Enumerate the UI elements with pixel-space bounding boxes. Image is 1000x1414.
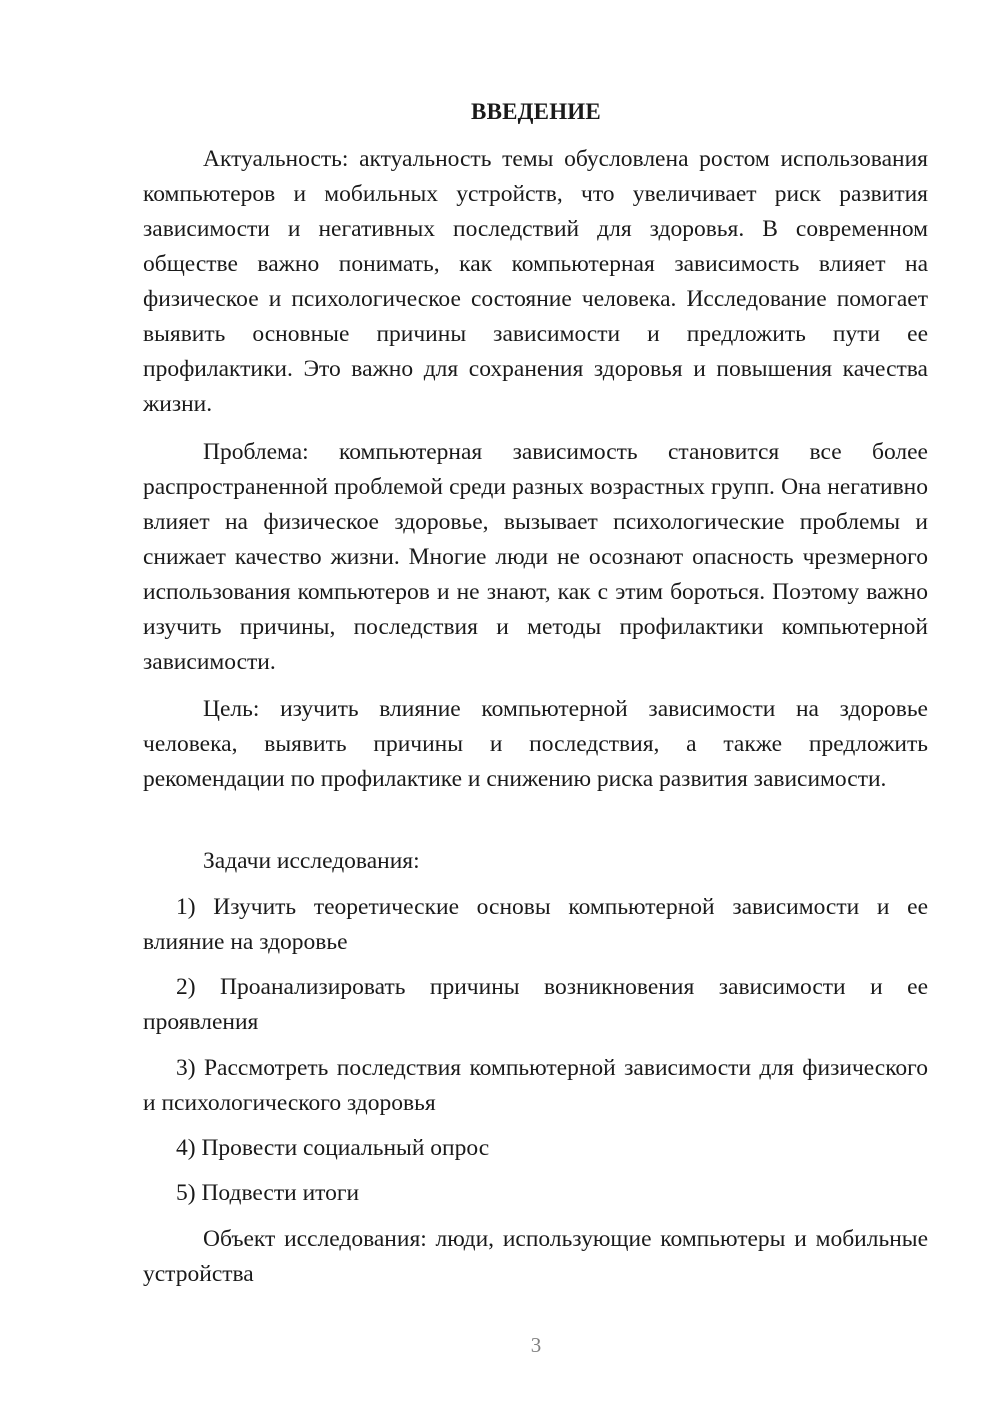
tasks-title: Задачи исследования: [203, 848, 420, 874]
task-item: 2) Проанализировать причины возникновения зависимости и ее проявления [143, 974, 928, 1035]
object-paragraph: Объект исследования: люди, использующие компьютеры и мобильные устройства [143, 1226, 928, 1287]
problem-paragraph: Проблема: компьютерная зависимость становится все более распространенной проблемой среди разных возрастных групп. Она негативно влияет на физическое здоровье, вызывает психологические проблемы и снижает качество жизни. Многие люди не осознают опасность чрезмерного использования компьютеров и не знают, как с этим бороться. Поэтому важно изучить причины, последствия и методы профилактики компьютерной зависимости. [143, 439, 928, 675]
task-item: 1) Изучить теоретические основы компьютерной зависимости и ее влияние на здоровье [143, 894, 928, 955]
task-item: 4) Провести социальный опрос [176, 1135, 490, 1161]
relevance-paragraph: Актуальность: актуальность темы обусловлена ростом использования компьютеров и мобильных устройств, что увеличивает риск развития зависимости и негативных последствий для здоровья. В современном обществе важно понимать, как компьютерная зависимость влияет на физическое и психологическое состояние человека. Исследование помогает выявить основные причины зависимости и предложить пути ее профилактики. Это важно для сохранения здоровья и повышения качества жизни. [143, 146, 928, 417]
section-heading: ВВЕДЕНИЕ [471, 99, 601, 124]
task-item: 5) Подвести итоги [176, 1180, 360, 1206]
goal-paragraph: Цель: изучить влияние компьютерной зависимости на здоровье человека, выявить причины и последствия, а также предложить рекомендации по профилактике и снижению риска развития зависимости. [143, 696, 928, 792]
task-item: 3) Рассмотреть последствия компьютерной зависимости для физического и психологического здоровья [143, 1055, 928, 1116]
page-number: 3 [530, 1333, 542, 1357]
